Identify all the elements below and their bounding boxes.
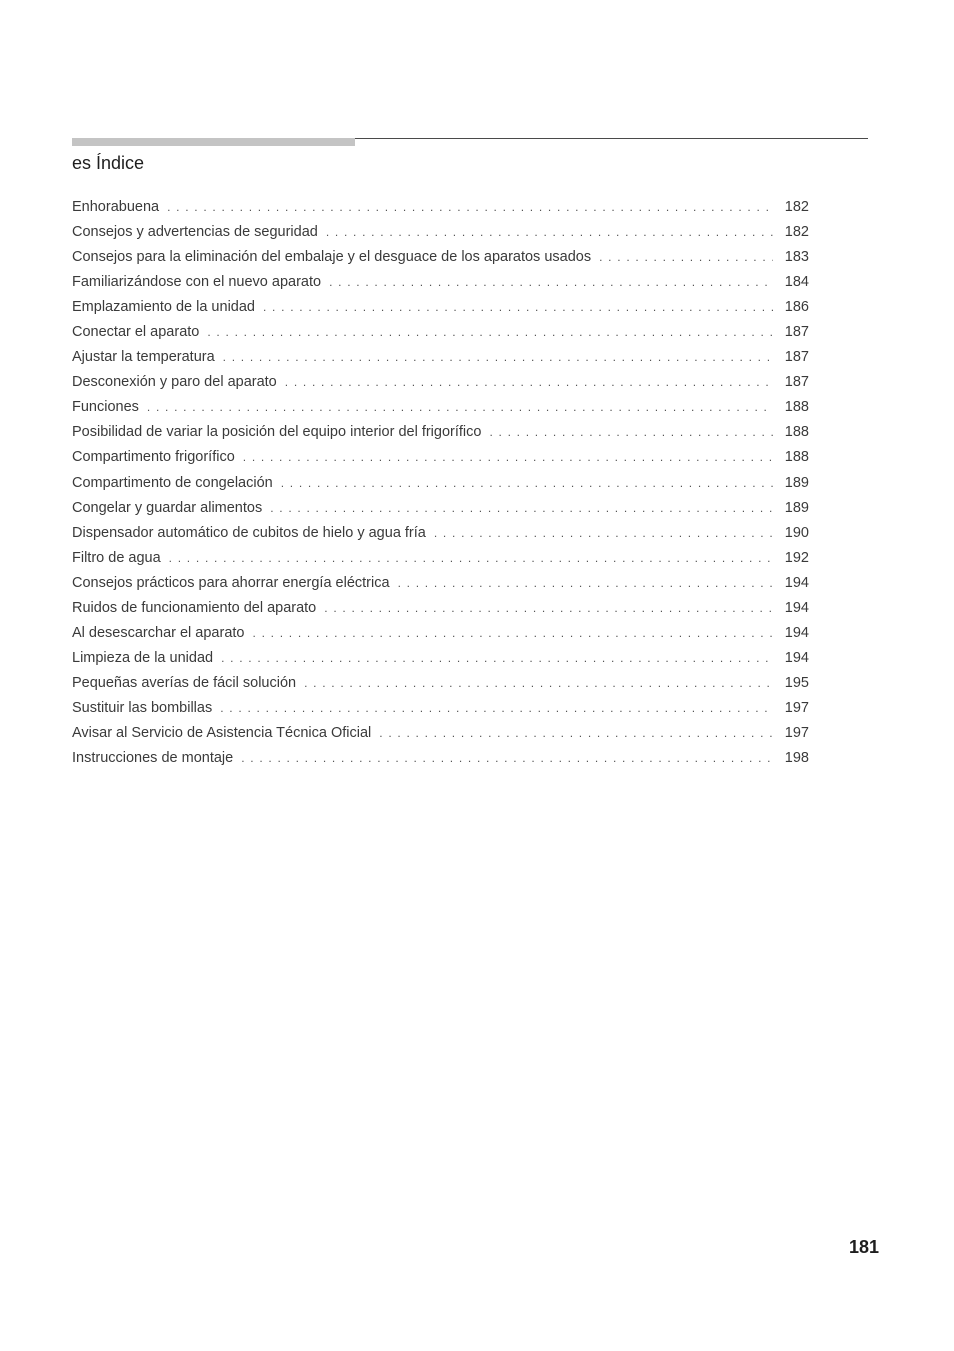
toc-entry-title: Compartimento de congelación xyxy=(72,474,273,491)
toc-dot-leader xyxy=(379,721,773,746)
toc-dot-leader xyxy=(223,345,773,370)
toc-entry-title: Instrucciones de montaje xyxy=(72,750,234,767)
toc-dot-leader xyxy=(147,395,773,420)
toc-entry xyxy=(72,746,809,771)
toc-entry-title: Avisar al Servicio de Asistencia Técnica Oficial xyxy=(72,724,372,741)
toc-entry-page: 184 xyxy=(784,274,809,291)
toc-entry-page: 194 xyxy=(784,599,809,616)
toc-entry-title: Pequeñas averías de fácil solución xyxy=(72,674,297,691)
toc-entry-page: 190 xyxy=(784,524,809,541)
toc-entry xyxy=(72,345,809,370)
toc-dot-leader xyxy=(220,696,773,721)
toc-entry-title: Conectar el aparato xyxy=(72,324,200,341)
toc-entry xyxy=(72,445,809,470)
toc-entry-title: Sustituir las bombillas xyxy=(72,699,213,716)
toc-entry-title: Consejos prácticos para ahorrar energía eléctrica xyxy=(72,574,390,591)
toc-entry xyxy=(72,270,809,295)
toc-dot-leader xyxy=(285,370,773,395)
toc-entry xyxy=(72,596,809,621)
toc-entry-page: 192 xyxy=(784,549,809,566)
toc-dot-leader xyxy=(489,420,773,445)
toc-entry-title: Filtro de agua xyxy=(72,549,161,566)
toc-dot-leader xyxy=(281,471,773,496)
toc-entry-title: Funciones xyxy=(72,399,139,416)
toc-entry xyxy=(72,571,809,596)
toc-entry-title: Familiarizándose con el nuevo aparato xyxy=(72,274,322,291)
toc-entry xyxy=(72,621,809,646)
toc-entry-title: Al desescarchar el aparato xyxy=(72,624,245,641)
toc-entry-page: 194 xyxy=(784,574,809,591)
toc-entry-page: 197 xyxy=(784,724,809,741)
toc-entry-page: 187 xyxy=(784,349,809,366)
toc-dot-leader xyxy=(253,621,774,646)
toc-entry-title: Dispensador automático de cubitos de hielo y agua fría xyxy=(72,524,426,541)
toc-dot-leader xyxy=(324,596,773,621)
toc-entry xyxy=(72,295,809,320)
toc-entry-title: Ajustar la temperatura xyxy=(72,349,215,366)
toc-entry-page: 188 xyxy=(784,449,809,466)
toc-entry-title: Enhorabuena xyxy=(72,199,160,215)
toc-entry xyxy=(72,646,809,671)
toc-entry-page: 183 xyxy=(784,249,809,266)
toc-entry xyxy=(72,245,809,270)
toc-entry-title: Emplazamiento de la unidad xyxy=(72,299,255,316)
toc-entry-page: 189 xyxy=(784,499,809,516)
toc-entry-page: 189 xyxy=(784,474,809,491)
toc-entry-title: Ruidos de funcionamiento del aparato xyxy=(72,599,317,616)
toc-entry xyxy=(72,220,809,245)
header-accent-bar xyxy=(72,138,355,146)
toc-entry xyxy=(72,721,809,746)
toc-dot-leader xyxy=(326,220,773,245)
toc-entry xyxy=(72,420,809,445)
toc-dot-leader xyxy=(398,571,773,596)
toc-entry xyxy=(72,696,809,721)
toc-entry-page: 188 xyxy=(784,399,809,416)
toc-entry xyxy=(72,496,809,521)
toc-dot-leader xyxy=(304,671,773,696)
toc-entry-title: Posibilidad de variar la posición del equipo interior del frigorífico xyxy=(72,424,482,441)
page-number: 181 xyxy=(848,1237,879,1257)
toc-entry xyxy=(72,320,809,345)
toc-dot-leader xyxy=(270,496,773,521)
toc-entry-title: Consejos para la eliminación del embalaje y el desguace de los aparatos usados xyxy=(72,249,592,266)
toc-entry xyxy=(72,546,809,571)
toc-entry-title: Limpieza de la unidad xyxy=(72,649,214,666)
toc-entry-title: Desconexión y paro del aparato xyxy=(72,374,277,391)
toc-entry-page: 198 xyxy=(784,750,809,767)
toc-entry-page: 182 xyxy=(784,224,809,241)
toc-entry xyxy=(72,471,809,496)
toc-entry-page: 194 xyxy=(784,624,809,641)
toc-entry-page: 195 xyxy=(784,674,809,691)
toc-entry xyxy=(72,395,809,420)
toc-entry-page: 187 xyxy=(784,374,809,391)
toc-dot-leader xyxy=(169,546,773,571)
toc-entry-title: Compartimento frigorífico xyxy=(72,449,235,466)
toc-entry xyxy=(72,671,809,696)
toc-entry-title: Consejos y advertencias de seguridad xyxy=(72,224,318,241)
toc-dot-leader xyxy=(241,746,773,771)
toc-dot-leader xyxy=(263,295,773,320)
toc-dot-leader xyxy=(599,245,773,270)
toc-entry-title: Congelar y guardar alimentos xyxy=(72,499,263,516)
table-of-contents xyxy=(72,195,809,771)
toc-entry xyxy=(72,370,809,395)
toc-dot-leader xyxy=(207,320,773,345)
page-title: es Índice xyxy=(72,153,145,173)
toc-entry-page: 194 xyxy=(784,649,809,666)
toc-entry xyxy=(72,521,809,546)
toc-entry-page: 197 xyxy=(784,699,809,716)
toc-dot-leader xyxy=(167,195,773,220)
toc-dot-leader xyxy=(243,445,773,470)
toc-dot-leader xyxy=(434,521,773,546)
toc-entry-page: 187 xyxy=(784,324,809,341)
toc-dot-leader xyxy=(221,646,773,671)
toc-entry-page: 182 xyxy=(784,199,809,215)
toc-entry-page: 186 xyxy=(784,299,809,316)
toc-entry-page: 188 xyxy=(784,424,809,441)
toc-dot-leader xyxy=(329,270,773,295)
toc-entry xyxy=(72,195,809,220)
